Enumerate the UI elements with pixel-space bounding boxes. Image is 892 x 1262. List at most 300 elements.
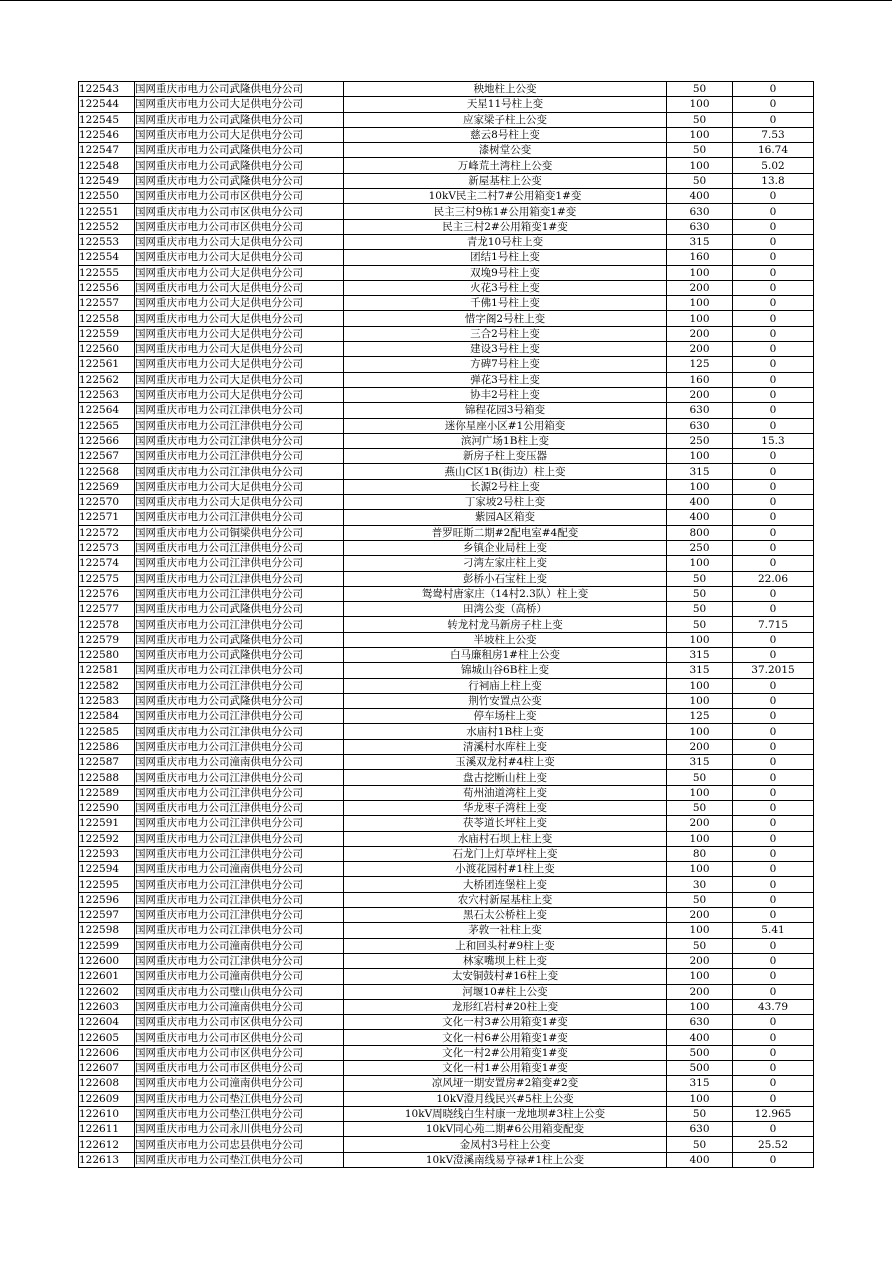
row-id-cell: 122572 (79, 525, 135, 540)
row-id-cell: 122601 (79, 969, 135, 984)
row-id-cell: 122604 (79, 1015, 135, 1030)
row-id-cell: 122558 (79, 311, 135, 326)
company-cell: 国网重庆市电力公司大足供电分公司 (135, 97, 344, 112)
value-cell: 0 (733, 724, 814, 739)
transformer-name-cell: 建设3号柱上变 (344, 342, 667, 357)
row-id-cell: 122577 (79, 602, 135, 617)
company-cell: 国网重庆市电力公司市区供电分公司 (135, 1061, 344, 1076)
company-cell: 国网重庆市电力公司武隆供电分公司 (135, 173, 344, 188)
capacity-cell: 250 (667, 433, 733, 448)
company-cell: 国网重庆市电力公司潼南供电分公司 (135, 755, 344, 770)
transformer-name-cell: 火花3号柱上变 (344, 280, 667, 295)
table-row (79, 479, 814, 494)
table-row (79, 846, 814, 861)
company-cell: 国网重庆市电力公司潼南供电分公司 (135, 969, 344, 984)
table-row (79, 1122, 814, 1137)
table-row (79, 97, 814, 112)
capacity-cell: 100 (667, 831, 733, 846)
row-id-cell: 122603 (79, 999, 135, 1014)
company-cell: 国网重庆市电力公司江津供电分公司 (135, 556, 344, 571)
row-id-cell: 122611 (79, 1122, 135, 1137)
table-row (79, 816, 814, 831)
value-cell: 0 (733, 586, 814, 601)
row-id-cell: 122589 (79, 785, 135, 800)
capacity-cell: 125 (667, 357, 733, 372)
company-cell: 国网重庆市电力公司江津供电分公司 (135, 709, 344, 724)
transformer-name-cell: 文化一村3#公用箱变1#变 (344, 1015, 667, 1030)
company-cell: 国网重庆市电力公司大足供电分公司 (135, 372, 344, 387)
row-id-cell: 122592 (79, 831, 135, 846)
row-id-cell: 122559 (79, 326, 135, 341)
table-row (79, 617, 814, 632)
company-cell: 国网重庆市电力公司大足供电分公司 (135, 311, 344, 326)
page-top-rule (0, 0, 892, 1)
table-row (79, 892, 814, 907)
row-id-cell: 122607 (79, 1061, 135, 1076)
transformer-name-cell: 丁家坡2号柱上变 (344, 495, 667, 510)
capacity-cell: 50 (667, 770, 733, 785)
row-id-cell: 122556 (79, 280, 135, 295)
transformer-name-cell: 转龙村龙马新房子柱上变 (344, 617, 667, 632)
capacity-cell: 250 (667, 540, 733, 555)
row-id-cell: 122579 (79, 632, 135, 647)
transformer-name-cell: 长源2号柱上变 (344, 479, 667, 494)
row-id-cell: 122570 (79, 495, 135, 510)
value-cell: 0 (733, 953, 814, 968)
transformer-name-cell: 青龙10号柱上变 (344, 234, 667, 249)
table-row (79, 372, 814, 387)
value-cell: 0 (733, 739, 814, 754)
transformer-name-cell: 10kV澄溪南线易亨禄#1柱上公变 (344, 1152, 667, 1167)
capacity-cell: 80 (667, 846, 733, 861)
capacity-cell: 50 (667, 586, 733, 601)
value-cell: 0 (733, 800, 814, 815)
capacity-cell: 50 (667, 173, 733, 188)
company-cell: 国网重庆市电力公司江津供电分公司 (135, 846, 344, 861)
company-cell: 国网重庆市电力公司江津供电分公司 (135, 586, 344, 601)
capacity-cell: 200 (667, 816, 733, 831)
row-id-cell: 122576 (79, 586, 135, 601)
table-row (79, 999, 814, 1014)
value-cell: 0 (733, 82, 814, 97)
value-cell: 0 (733, 250, 814, 265)
company-cell: 国网重庆市电力公司大足供电分公司 (135, 342, 344, 357)
transformer-name-cell: 盘古挖断山柱上变 (344, 770, 667, 785)
capacity-cell: 630 (667, 219, 733, 234)
capacity-cell: 50 (667, 82, 733, 97)
table-row (79, 1030, 814, 1045)
table-row (79, 540, 814, 555)
company-cell: 国网重庆市电力公司大足供电分公司 (135, 250, 344, 265)
company-cell: 国网重庆市电力公司武隆供电分公司 (135, 82, 344, 97)
row-id-cell: 122551 (79, 204, 135, 219)
row-id-cell: 122584 (79, 709, 135, 724)
row-id-cell: 122545 (79, 112, 135, 127)
row-id-cell: 122609 (79, 1091, 135, 1106)
row-id-cell: 122552 (79, 219, 135, 234)
row-id-cell: 122564 (79, 403, 135, 418)
row-id-cell: 122549 (79, 173, 135, 188)
capacity-cell: 50 (667, 800, 733, 815)
value-cell: 5.41 (733, 923, 814, 938)
value-cell: 0 (733, 464, 814, 479)
transformer-name-cell: 半坡柱上公变 (344, 632, 667, 647)
transformer-name-cell: 荆竹安置点公变 (344, 693, 667, 708)
row-id-cell: 122550 (79, 189, 135, 204)
capacity-cell: 315 (667, 234, 733, 249)
value-cell: 0 (733, 785, 814, 800)
capacity-cell: 100 (667, 311, 733, 326)
company-cell: 国网重庆市电力公司江津供电分公司 (135, 800, 344, 815)
transformer-name-cell: 水庙村1B柱上变 (344, 724, 667, 739)
transformer-name-cell: 10kV澄月线民兴#5柱上公变 (344, 1091, 667, 1106)
table-row (79, 724, 814, 739)
row-id-cell: 122608 (79, 1076, 135, 1091)
capacity-cell: 100 (667, 999, 733, 1014)
capacity-cell: 630 (667, 418, 733, 433)
row-id-cell: 122566 (79, 433, 135, 448)
capacity-cell: 630 (667, 403, 733, 418)
transformer-name-cell: 惜字阁2号柱上变 (344, 311, 667, 326)
capacity-cell: 50 (667, 112, 733, 127)
transformer-name-cell: 文化一村2#公用箱变1#变 (344, 1045, 667, 1060)
table-row (79, 357, 814, 372)
transformer-name-cell: 林家嘴坝上柱上变 (344, 953, 667, 968)
company-cell: 国网重庆市电力公司大足供电分公司 (135, 387, 344, 402)
row-id-cell: 122555 (79, 265, 135, 280)
value-cell: 0 (733, 112, 814, 127)
row-id-cell: 122586 (79, 739, 135, 754)
capacity-cell: 400 (667, 1152, 733, 1167)
capacity-cell: 200 (667, 908, 733, 923)
table-row (79, 1091, 814, 1106)
table-row (79, 464, 814, 479)
table-row (79, 143, 814, 158)
transformer-name-cell: 龙形红岩村#20柱上变 (344, 999, 667, 1014)
value-cell: 25.52 (733, 1137, 814, 1152)
row-id-cell: 122605 (79, 1030, 135, 1045)
transformer-name-cell: 万峰荒土湾柱上公变 (344, 158, 667, 173)
table-row (79, 953, 814, 968)
table-row (79, 525, 814, 540)
transformer-name-cell: 行祠庙上柱上变 (344, 678, 667, 693)
table-row (79, 938, 814, 953)
capacity-cell: 500 (667, 1061, 733, 1076)
capacity-cell: 200 (667, 387, 733, 402)
table-row (79, 449, 814, 464)
company-cell: 国网重庆市电力公司江津供电分公司 (135, 433, 344, 448)
capacity-cell: 315 (667, 755, 733, 770)
value-cell: 7.53 (733, 127, 814, 142)
table-row (79, 296, 814, 311)
capacity-cell: 400 (667, 495, 733, 510)
value-cell: 0 (733, 1122, 814, 1137)
value-cell: 0 (733, 846, 814, 861)
value-cell: 0 (733, 556, 814, 571)
value-cell: 0 (733, 387, 814, 402)
value-cell: 0 (733, 984, 814, 999)
transformer-name-cell: 田湾公变（高桥） (344, 602, 667, 617)
company-cell: 国网重庆市电力公司璧山供电分公司 (135, 984, 344, 999)
value-cell: 0 (733, 403, 814, 418)
capacity-cell: 50 (667, 1137, 733, 1152)
company-cell: 国网重庆市电力公司市区供电分公司 (135, 1015, 344, 1030)
table-row (79, 862, 814, 877)
row-id-cell: 122543 (79, 82, 135, 97)
value-cell: 43.79 (733, 999, 814, 1014)
company-cell: 国网重庆市电力公司江津供电分公司 (135, 770, 344, 785)
table-row (79, 387, 814, 402)
transformer-name-cell: 大桥团连堡柱上变 (344, 877, 667, 892)
company-cell: 国网重庆市电力公司大足供电分公司 (135, 265, 344, 280)
table-row (79, 342, 814, 357)
company-cell: 国网重庆市电力公司江津供电分公司 (135, 449, 344, 464)
table-row (79, 663, 814, 678)
value-cell: 0 (733, 418, 814, 433)
value-cell: 0 (733, 709, 814, 724)
capacity-cell: 100 (667, 724, 733, 739)
value-cell: 0 (733, 234, 814, 249)
capacity-cell: 50 (667, 617, 733, 632)
transformer-name-cell: 漆树堂公变 (344, 143, 667, 158)
transformer-name-cell: 文化一村6#公用箱变1#变 (344, 1030, 667, 1045)
transformer-name-cell: 茯苓道长坪柱上变 (344, 816, 667, 831)
row-id-cell: 122590 (79, 800, 135, 815)
value-cell: 5.02 (733, 158, 814, 173)
capacity-cell: 100 (667, 158, 733, 173)
row-id-cell: 122596 (79, 892, 135, 907)
table-row (79, 158, 814, 173)
value-cell: 0 (733, 938, 814, 953)
company-cell: 国网重庆市电力公司江津供电分公司 (135, 831, 344, 846)
table-row (79, 265, 814, 280)
company-cell: 国网重庆市电力公司武隆供电分公司 (135, 647, 344, 662)
row-id-cell: 122557 (79, 296, 135, 311)
company-cell: 国网重庆市电力公司江津供电分公司 (135, 724, 344, 739)
company-cell: 国网重庆市电力公司铜梁供电分公司 (135, 525, 344, 540)
table-row (79, 586, 814, 601)
transformer-name-cell: 水庙村石坝上柱上变 (344, 831, 667, 846)
capacity-cell: 315 (667, 647, 733, 662)
company-cell: 国网重庆市电力公司大足供电分公司 (135, 326, 344, 341)
company-cell: 国网重庆市电力公司大足供电分公司 (135, 127, 344, 142)
value-cell: 0 (733, 969, 814, 984)
capacity-cell: 200 (667, 326, 733, 341)
transformer-name-cell: 三合2号柱上变 (344, 326, 667, 341)
value-cell: 15.3 (733, 433, 814, 448)
capacity-cell: 630 (667, 1015, 733, 1030)
table-row (79, 908, 814, 923)
company-cell: 国网重庆市电力公司永川供电分公司 (135, 1122, 344, 1137)
row-id-cell: 122561 (79, 357, 135, 372)
value-cell: 0 (733, 1030, 814, 1045)
company-cell: 国网重庆市电力公司江津供电分公司 (135, 785, 344, 800)
table-row (79, 984, 814, 999)
row-id-cell: 122606 (79, 1045, 135, 1060)
capacity-cell: 100 (667, 97, 733, 112)
transformer-name-cell: 农穴村新屋基柱上变 (344, 892, 667, 907)
value-cell: 0 (733, 632, 814, 647)
capacity-cell: 100 (667, 556, 733, 571)
row-id-cell: 122544 (79, 97, 135, 112)
table-row (79, 785, 814, 800)
transformer-name-cell: 彭桥小石宝柱上变 (344, 571, 667, 586)
transformer-name-cell: 团结1号柱上变 (344, 250, 667, 265)
transformer-name-cell: 协丰2号柱上变 (344, 387, 667, 402)
value-cell: 0 (733, 479, 814, 494)
capacity-cell: 400 (667, 1030, 733, 1045)
transformer-name-cell: 文化一村1#公用箱变1#变 (344, 1061, 667, 1076)
transformer-name-cell: 刁湾左家庄柱上变 (344, 556, 667, 571)
table-row (79, 418, 814, 433)
value-cell: 0 (733, 97, 814, 112)
capacity-cell: 315 (667, 1076, 733, 1091)
capacity-cell: 100 (667, 862, 733, 877)
row-id-cell: 122613 (79, 1152, 135, 1167)
company-cell: 国网重庆市电力公司大足供电分公司 (135, 479, 344, 494)
value-cell: 0 (733, 831, 814, 846)
company-cell: 国网重庆市电力公司武隆供电分公司 (135, 112, 344, 127)
transformer-name-cell: 燕山C区1B(街边）柱上变 (344, 464, 667, 479)
table-row (79, 969, 814, 984)
value-cell: 0 (733, 1076, 814, 1091)
row-id-cell: 122600 (79, 953, 135, 968)
value-cell: 0 (733, 495, 814, 510)
company-cell: 国网重庆市电力公司大足供电分公司 (135, 357, 344, 372)
table-row (79, 173, 814, 188)
table-body (79, 82, 814, 1168)
transformer-name-cell: 新屋基柱上公变 (344, 173, 667, 188)
row-id-cell: 122546 (79, 127, 135, 142)
capacity-cell: 100 (667, 923, 733, 938)
capacity-cell: 800 (667, 525, 733, 540)
value-cell: 0 (733, 892, 814, 907)
company-cell: 国网重庆市电力公司垫江供电分公司 (135, 1106, 344, 1121)
transformer-name-cell: 民主三村9栋1#公用箱变1#变 (344, 204, 667, 219)
transformer-name-cell: 方碑7号柱上变 (344, 357, 667, 372)
company-cell: 国网重庆市电力公司江津供电分公司 (135, 923, 344, 938)
transformer-name-cell: 停车场柱上变 (344, 709, 667, 724)
capacity-cell: 160 (667, 372, 733, 387)
table-row (79, 1015, 814, 1030)
value-cell: 0 (733, 816, 814, 831)
capacity-cell: 50 (667, 1106, 733, 1121)
company-cell: 国网重庆市电力公司江津供电分公司 (135, 678, 344, 693)
value-cell: 0 (733, 525, 814, 540)
row-id-cell: 122573 (79, 540, 135, 555)
table-row (79, 403, 814, 418)
company-cell: 国网重庆市电力公司江津供电分公司 (135, 739, 344, 754)
company-cell: 国网重庆市电力公司市区供电分公司 (135, 1045, 344, 1060)
transformer-name-cell: 千佛1号柱上变 (344, 296, 667, 311)
table-row (79, 1061, 814, 1076)
transformer-name-cell: 河堰10#柱上公变 (344, 984, 667, 999)
capacity-cell: 200 (667, 280, 733, 295)
company-cell: 国网重庆市电力公司江津供电分公司 (135, 617, 344, 632)
company-cell: 国网重庆市电力公司武隆供电分公司 (135, 632, 344, 647)
table-row (79, 556, 814, 571)
row-id-cell: 122565 (79, 418, 135, 433)
capacity-cell: 200 (667, 739, 733, 754)
capacity-cell: 200 (667, 342, 733, 357)
row-id-cell: 122553 (79, 234, 135, 249)
transformer-name-cell: 鸳鸯村唐家庄（14村2.3队）柱上变 (344, 586, 667, 601)
transformer-name-cell: 凉风垭一期安置房#2箱变#2变 (344, 1076, 667, 1091)
value-cell: 0 (733, 540, 814, 555)
value-cell: 16.74 (733, 143, 814, 158)
row-id-cell: 122578 (79, 617, 135, 632)
table-row (79, 923, 814, 938)
capacity-cell: 100 (667, 265, 733, 280)
transformer-name-cell: 清溪村水库柱上变 (344, 739, 667, 754)
company-cell: 国网重庆市电力公司大足供电分公司 (135, 495, 344, 510)
transformer-name-cell: 普罗旺斯二期#2配电室#4配变 (344, 525, 667, 540)
table-row (79, 739, 814, 754)
company-cell: 国网重庆市电力公司市区供电分公司 (135, 1030, 344, 1045)
transformer-name-cell: 弹花3号柱上变 (344, 372, 667, 387)
transformer-name-cell: 荀州油道湾柱上变 (344, 785, 667, 800)
value-cell: 0 (733, 693, 814, 708)
row-id-cell: 122580 (79, 647, 135, 662)
row-id-cell: 122581 (79, 663, 135, 678)
row-id-cell: 122610 (79, 1106, 135, 1121)
value-cell: 0 (733, 372, 814, 387)
table-row (79, 709, 814, 724)
value-cell: 22.06 (733, 571, 814, 586)
transformer-name-cell: 黑石太公桥柱上变 (344, 908, 667, 923)
table-row (79, 831, 814, 846)
value-cell: 0 (733, 1045, 814, 1060)
row-id-cell: 122594 (79, 862, 135, 877)
row-id-cell: 122568 (79, 464, 135, 479)
transformer-name-cell: 慈云8号柱上变 (344, 127, 667, 142)
row-id-cell: 122597 (79, 908, 135, 923)
table-row (79, 602, 814, 617)
company-cell: 国网重庆市电力公司垫江供电分公司 (135, 1091, 344, 1106)
capacity-cell: 125 (667, 709, 733, 724)
company-cell: 国网重庆市电力公司大足供电分公司 (135, 296, 344, 311)
row-id-cell: 122575 (79, 571, 135, 586)
row-id-cell: 122587 (79, 755, 135, 770)
table-row (79, 647, 814, 662)
value-cell: 0 (733, 602, 814, 617)
capacity-cell: 50 (667, 892, 733, 907)
table-row (79, 1152, 814, 1167)
company-cell: 国网重庆市电力公司大足供电分公司 (135, 234, 344, 249)
table-row (79, 219, 814, 234)
value-cell: 0 (733, 1061, 814, 1076)
value-cell: 0 (733, 357, 814, 372)
company-cell: 国网重庆市电力公司江津供电分公司 (135, 571, 344, 586)
transformer-name-cell: 迷你星座小区#1公用箱变 (344, 418, 667, 433)
capacity-cell: 100 (667, 632, 733, 647)
company-cell: 国网重庆市电力公司江津供电分公司 (135, 877, 344, 892)
capacity-cell: 50 (667, 602, 733, 617)
capacity-cell: 30 (667, 877, 733, 892)
row-id-cell: 122602 (79, 984, 135, 999)
row-id-cell: 122595 (79, 877, 135, 892)
row-id-cell: 122591 (79, 816, 135, 831)
value-cell: 0 (733, 647, 814, 662)
table-row (79, 510, 814, 525)
table-row (79, 877, 814, 892)
transformer-name-cell: 10kV同心苑二期#6公用箱变配变 (344, 1122, 667, 1137)
value-cell: 0 (733, 265, 814, 280)
row-id-cell: 122612 (79, 1137, 135, 1152)
row-id-cell: 122554 (79, 250, 135, 265)
company-cell: 国网重庆市电力公司忠县供电分公司 (135, 1137, 344, 1152)
value-cell: 0 (733, 877, 814, 892)
